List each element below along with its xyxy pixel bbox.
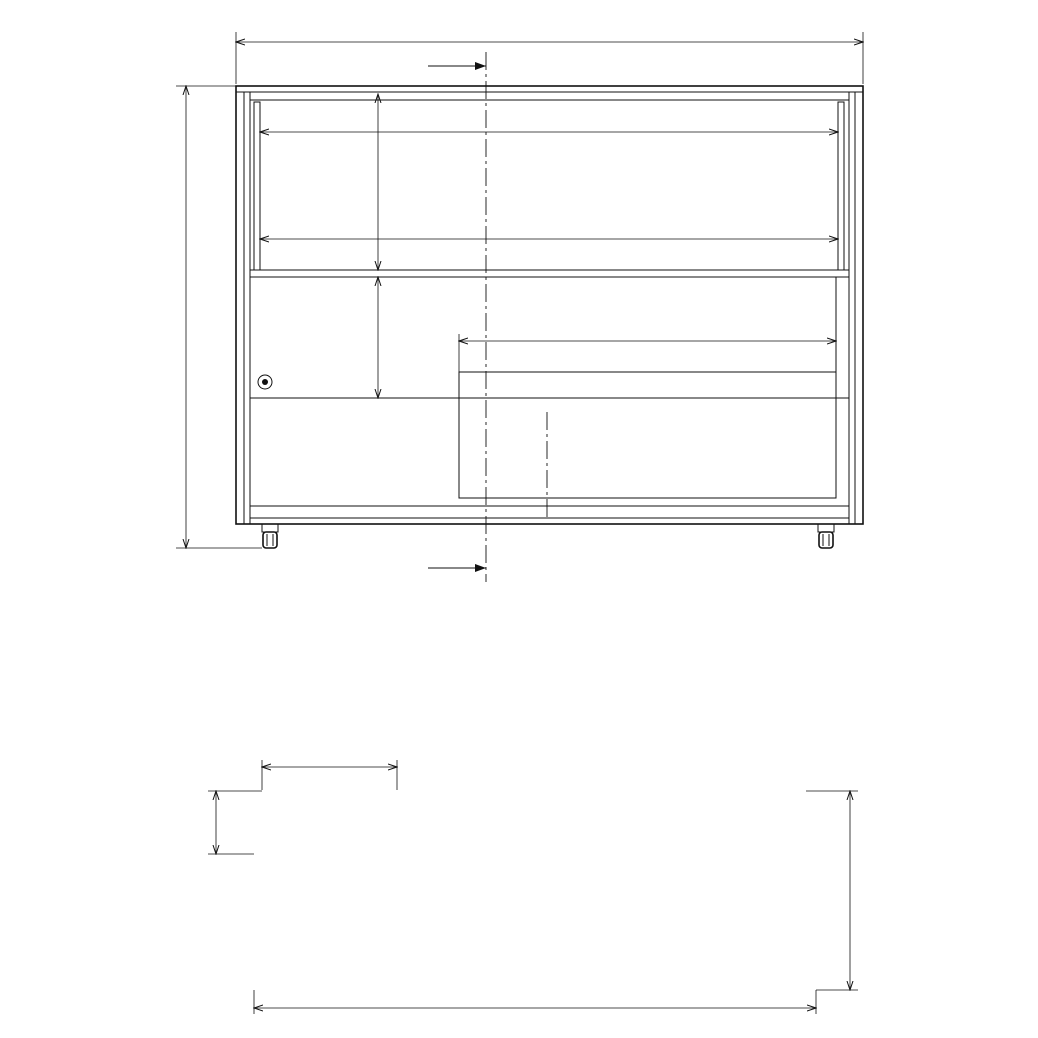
- storage-dimension: [459, 334, 836, 372]
- cabinet-body: [236, 86, 863, 524]
- height-dimension: [176, 86, 262, 548]
- bin-width-dimension: [262, 760, 397, 790]
- front-view: [176, 32, 863, 582]
- width-dimension: [236, 32, 863, 84]
- caster-left: [262, 524, 278, 548]
- total-depth-dimension: [806, 791, 858, 990]
- section-line-a: [428, 52, 486, 582]
- caster-right: [818, 524, 834, 548]
- bin-depth-dimension: [208, 791, 262, 854]
- total-width-dimension: [254, 990, 816, 1014]
- bins-plan: [208, 760, 858, 1014]
